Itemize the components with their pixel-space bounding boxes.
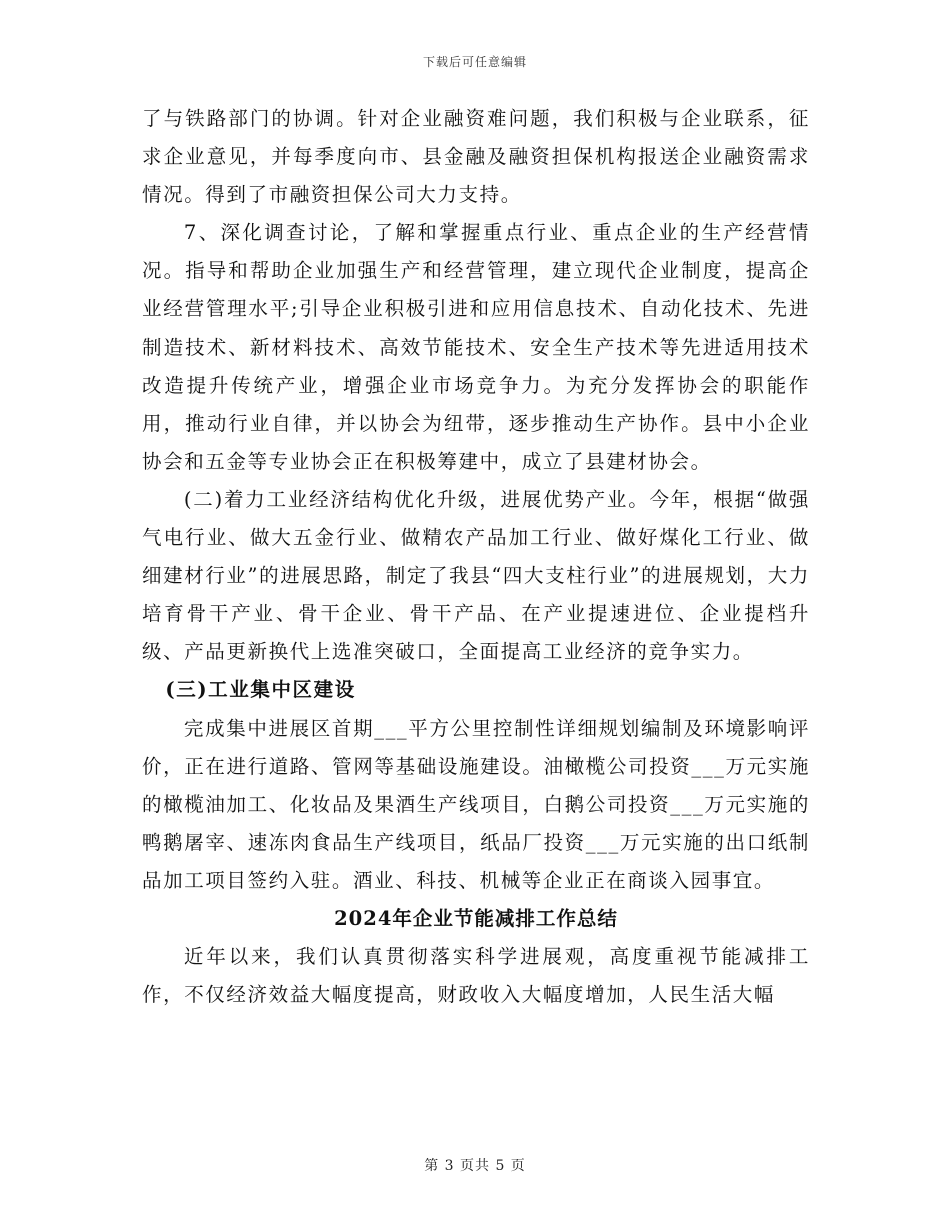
paragraph-industrial-zone: 完成集中进展区首期___平方公里控制性详细规划编制及环境影响评价，正在进行道路、管网等基础设施建设。油橄榄公司投资___万元实施的橄榄油加工、化妆品及果酒生产线项目，白鹅公司投资___万元实施的鸭鹅屠宰、速冻肉食品生产线项目，纸品厂投资___万元实施的出口纸制品加工项目签约入驻。酒业、科技、机械等企业正在商谈入园事宜。 (142, 716, 810, 892)
section-heading-industrial-zone: (三)工业集中区建设 (165, 678, 356, 702)
page-header: 下载后可任意编辑 (422, 55, 527, 69)
page-footer: 第 3 页共 5 页 (424, 1158, 526, 1174)
paragraph-investigation: 7、深化调查讨论，了解和掌握重点行业、重点企业的生产经营情况。指导和帮助企业加强生产和经营管理，建立现代企业制度，提高企业经营管理水平;引导企业积极引进和应用信息技术、自动化技术、先进制造技术、新材料技术、高效节能技术、安全生产技术等先进适用技术改造提升传统产业，增强企业市场竞争力。为充分发挥协会的职能作用，推动行业自律，并以协会为纽带，逐步推动生产协作。县中小企业协会和五金等专业协会正在积极筹建中，成立了县建材协会。 (142, 221, 810, 473)
paragraph-structure-upgrade: (二)着力工业经济结构优化升级，进展优势产业。今年，根据“做强气电行业、做大五金行业、做精农产品加工行业、做好煤化工行业、做细建材行业”的进展思路，制定了我县“四大支柱行业”的进展规划，大力培育骨干产业、骨干企业、骨干产品、在产业提速进位、企业提档升级、产品更新换代上选准突破口，全面提高工业经济的竞争实力。 (142, 487, 810, 664)
paragraph-railway-financing: 了与铁路部门的协调。针对企业融资难问题，我们积极与企业联系，征求企业意见，并每季度向市、县金融及融资担保机构报送企业融资需求情况。得到了市融资担保公司大力支持。 (142, 107, 810, 207)
paragraph-energy-saving-intro: 近年以来，我们认真贯彻落实科学进展观，高度重视节能减排工作，不仅经济效益大幅度提高，财政收入大幅度增加，人民生活大幅 (142, 945, 810, 1007)
document-body (142, 100, 810, 1014)
document-title: 2024年企业节能减排工作总结 (334, 906, 618, 930)
